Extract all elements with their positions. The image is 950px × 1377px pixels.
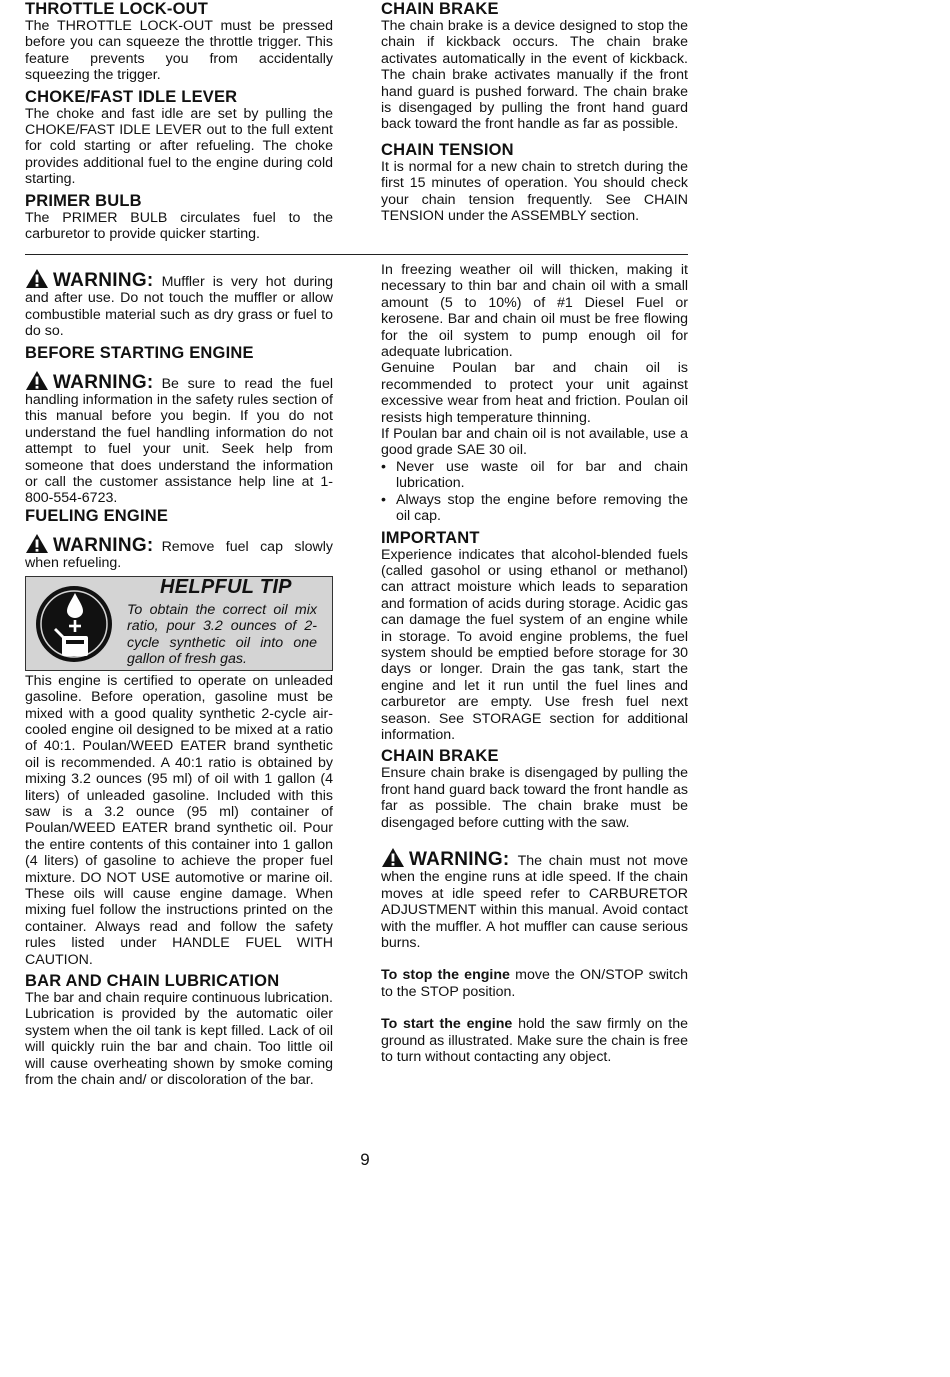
start-engine-bold: To start the engine	[381, 1016, 513, 1033]
primer-bulb-heading: PRIMER BULB	[25, 191, 142, 210]
fueling-engine-heading: FUELING ENGINE	[25, 506, 169, 525]
bar-chain-lubrication-heading: BAR AND CHAIN LUBRICATION	[25, 972, 280, 990]
fuel-mixture-text: This engine is certified to operate on unleaded gasoline. Before operation, gasoline must be mixed with a good quality synthetic 2-cycle air-cooled engine oil designed to be mixed at a ratio of 40:1. Poulan/WEED EATER brand synthetic oil is recommended. A 40:1 ratio is obtained by mixing 3.2 ounces (95 ml) of oil with 1 gallon (4 liters) of unleaded gasoline. Included with this saw is a 3.2 ounce (95 ml) container of Poulan/WEED EATER brand synthetic oil. Pour the entire contents of this container into 1 gallon (4 liters) of gasoline to achieve the proper fuel mixture. DO NOT USE automotive or marine oil. These oils will cause engine damage. When mixing fuel follow the instructions printed on the container. Always read and follow the safety rules listed under HANDLE FUEL WITH CAUTION.	[25, 672, 333, 968]
warning-triangle-icon	[381, 847, 405, 868]
alternate-oil-text: If Poulan bar and chain oil is not available, use a good grade SAE 30 oil.	[381, 426, 688, 459]
list-item: • Never use waste oil for bar and chain lubrication.	[381, 459, 688, 492]
bar-chain-lubrication-text: The bar and chain require continuous lubrication. Lubrication is provided by the automatic oiler system when the oil tank is kept filled. Lack of oil will quickly ruin the bar and chain. Too little oil will cause overheating shown by smoke coming from the chain and/ or discoloration of the bar.	[25, 990, 333, 1089]
stop-engine-text: move the ON/STOP switch to the STOP position.	[381, 967, 688, 1000]
primer-bulb-text: The PRIMER BULB circulates fuel to the carburetor to provide quicker starting.	[25, 209, 333, 243]
chain-brake-heading: CHAIN BRAKE	[381, 747, 499, 766]
top-left-column	[25, 0, 333, 242]
before-starting-heading: BEFORE STARTING ENGINE	[25, 343, 254, 362]
list-item: • Always stop the engine before removing the oil cap.	[381, 492, 688, 525]
chain-brake-text-top: The chain brake is a device designed to stop the chain if kickback occurs. The chain brake activates automatically in the event of kickback. The chain brake activates manually if the front hand guard is pushed forward. The chain brake is disengaged by pulling the front hand guard back toward the front handle as far as possible.	[381, 18, 688, 133]
muffler-warning	[25, 268, 333, 340]
chain-brake-heading-top: CHAIN BRAKE	[381, 0, 499, 18]
fuel-cap-warning-text: Remove fuel cap slowly when refueling.	[25, 538, 333, 572]
warning-triangle-icon	[25, 370, 49, 391]
warning-label: WARNING:	[53, 534, 154, 556]
fuel-handling-warning-text: Be sure to read the fuel handling information in the safety rules section of this manual before you begin. If you do not understand the fuel handling information do not attempt to fuel your unit. Seek help from someone that does understand the information or call the customer assistance help line at 1-800-554-6723.	[25, 375, 333, 507]
throttle-lockout-heading: THROTTLE LOCK-OUT	[25, 0, 209, 18]
right-column	[381, 262, 688, 1065]
freezing-weather-text: In freezing weather oil will thicken, making it necessary to thin bar and chain oil with a small amount (5 to 10%) of #1 Diesel Fuel or kerosene. Bar and chain oil must be free flowing for the oil system to pump enough oil for adequate lubrication.	[381, 262, 688, 361]
start-engine-instruction	[381, 1016, 688, 1065]
fuel-cap-warning	[25, 533, 333, 572]
throttle-lockout-text: The THROTTLE LOCK-OUT must be pressed before you can squeeze the throttle trigger. This feature prevents you from accidentally squeezing the trigger.	[25, 18, 333, 84]
idle-chain-warning-text: The chain must not move when the engine runs at idle speed. If the chain moves at idle speed refer to CARBURETOR ADJUSTMENT within this manual. Avoid contact with the muffler. A hot muffler can cause serious burns.	[381, 853, 688, 952]
helpful-tip-title: HELPFUL TIP	[160, 575, 292, 598]
page-number: 9	[360, 1150, 370, 1169]
warning-label: WARNING:	[53, 371, 154, 393]
fuel-oil-mix-icon	[34, 584, 114, 664]
left-column	[25, 268, 333, 1088]
chain-tension-heading: CHAIN TENSION	[381, 140, 514, 159]
warning-label: WARNING:	[409, 849, 510, 870]
helpful-tip-box	[25, 576, 333, 671]
section-divider	[25, 254, 688, 255]
stop-engine-instruction	[381, 967, 688, 1000]
warning-triangle-icon	[25, 533, 49, 554]
important-heading: IMPORTANT	[381, 528, 480, 547]
top-right-column	[381, 0, 688, 224]
helpful-tip-text: To obtain the correct oil mix ratio, pour 3.2 ounces of 2-cycle synthetic oil into one gallon of fresh gas.	[127, 601, 317, 667]
start-engine-text: hold the saw firmly on the ground as illustrated. Make sure the chain is free to turn without contacting any object.	[381, 1016, 688, 1066]
idle-chain-warning	[381, 847, 688, 951]
choke-text: The choke and fast idle are set by pulling the CHOKE/FAST IDLE LEVER out to the full extent for cold starting or after refueling. The choke provides additional fuel to the engine during cold starting.	[25, 105, 333, 188]
warning-triangle-icon	[25, 268, 49, 289]
genuine-oil-text: Genuine Poulan bar and chain oil is recommended to protect your unit against excessive wear from heat and friction. Poulan oil resists high temperature thinning.	[381, 360, 688, 426]
important-text: Experience indicates that alcohol-blended fuels (called gasohol or using ethanol or methanol) can attract moisture which leads to separation and formation of acids during storage. Acidic gas can damage the fuel system of an engine while in storage. To avoid engine problems, the fuel system should be emptied before storage for 30 days or longer. Drain the gas tank, start the engine and let it run until the fuel lines and carburetor are empty. Use fresh fuel next season. See STORAGE section for additional information.	[381, 546, 688, 743]
oil-bullet-list	[381, 459, 688, 525]
warning-label: WARNING:	[53, 270, 154, 291]
fuel-handling-warning	[25, 370, 333, 507]
muffler-warning-text: Muffler is very hot during and after use. Do not touch the muffler or allow combustible material such as dry grass or fuel to do so.	[25, 274, 333, 340]
choke-heading: CHOKE/FAST IDLE LEVER	[25, 87, 238, 106]
stop-engine-bold: To stop the engine	[381, 967, 510, 984]
chain-tension-text: It is normal for a new chain to stretch during the first 15 minutes of operation. You should check your chain tension frequently. See CHAIN TENSION under the ASSEMBLY section.	[381, 158, 688, 225]
chain-brake-text: Ensure chain brake is disengaged by pulling the front hand guard back toward the front handle as far as possible. The chain brake must be disengaged before cutting with the saw.	[381, 765, 688, 831]
